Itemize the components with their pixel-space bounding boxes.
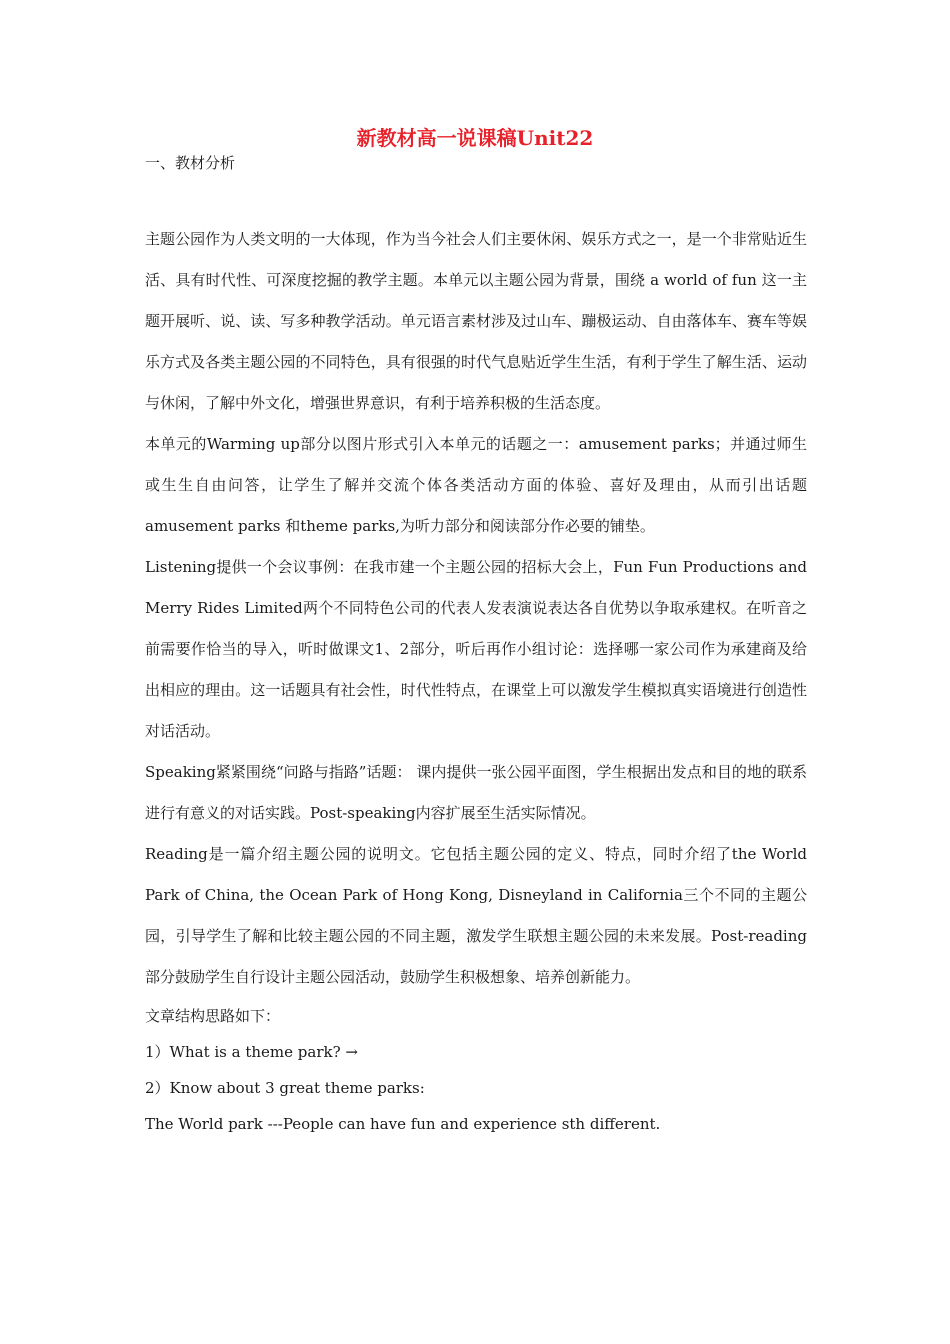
structure-item: 1）What is a theme park? → [145, 1043, 358, 1061]
paragraph-reading: Reading是一篇介绍主题公园的说明文。它包括主题公园的定义、特点，同时介绍了the World Park of China, the Ocean Park of Hong Kong, Disneyland in California三个不同的主题公园，引导学生了解和比较主题公园的不同主题，激发学生联想主题公园的未来发展。Post-reading部分鼓励学生自行设计主题公园活动，鼓励学生积极想象、培养创新能力。 [145, 845, 807, 986]
structure-intro: 文章结构思路如下： [145, 1007, 281, 1025]
document-body [145, 219, 807, 1142]
paragraph-theme-overview: 主题公园作为人类文明的一大体现，作为当今社会人们主要休闲、娱乐方式之一，是一个非常贴近生活、具有时代性、可深度挖掘的教学主题。本单元以主题公园为背景，围绕 a world of fun 这一主题开展听、说、读、写多种教学活动。单元语言素材涉及过山车、蹦极运动、自由落体车、赛车等娱乐方式及各类主题公园的不同特色，具有很强的时代气息贴近学生生活，有利于学生了解生活、运动与休闲，了解中外文化，增强世界意识，有利于培养积极的生活态度。 [145, 230, 807, 412]
structure-item: The World park ---People can have fun and experience sth different. [145, 1115, 661, 1133]
paragraph-warming-up: 本单元的Warming up部分以图片形式引入本单元的话题之一：amusement parks；并通过师生或生生自由问答，让学生了解并交流个体各类活动方面的体验、喜好及理由，从而引出话题amusement parks 和theme parks,为听力部分和阅读部分作必要的铺垫。 [145, 435, 807, 535]
document-title: 新教材高一说课稿Unit22 [356, 126, 594, 150]
structure-item: 2）Know about 3 great theme parks: [145, 1079, 425, 1097]
section-heading: 一、教材分析 [145, 154, 236, 172]
paragraph-listening: Listening提供一个会议事例：在我市建一个主题公园的招标大会上，Fun Fun Productions and Merry Rides Limited两个不同特色公司的代表人发表演说表达各自优势以争取承建权。在听音之前需要作恰当的导入，听时做课文1、2部分，听后再作小组讨论：选择哪一家公司作为承建商及给出相应的理由。这一话题具有社会性，时代性特点，在课堂上可以激发学生模拟真实语境进行创造性对话活动。 [145, 558, 807, 740]
paragraph-speaking: Speaking紧紧围绕“问路与指路”话题： 课内提供一张公园平面图，学生根据出发点和目的地的联系进行有意义的对话实践。Post-speaking内容扩展至生活实际情况。 [145, 763, 807, 822]
